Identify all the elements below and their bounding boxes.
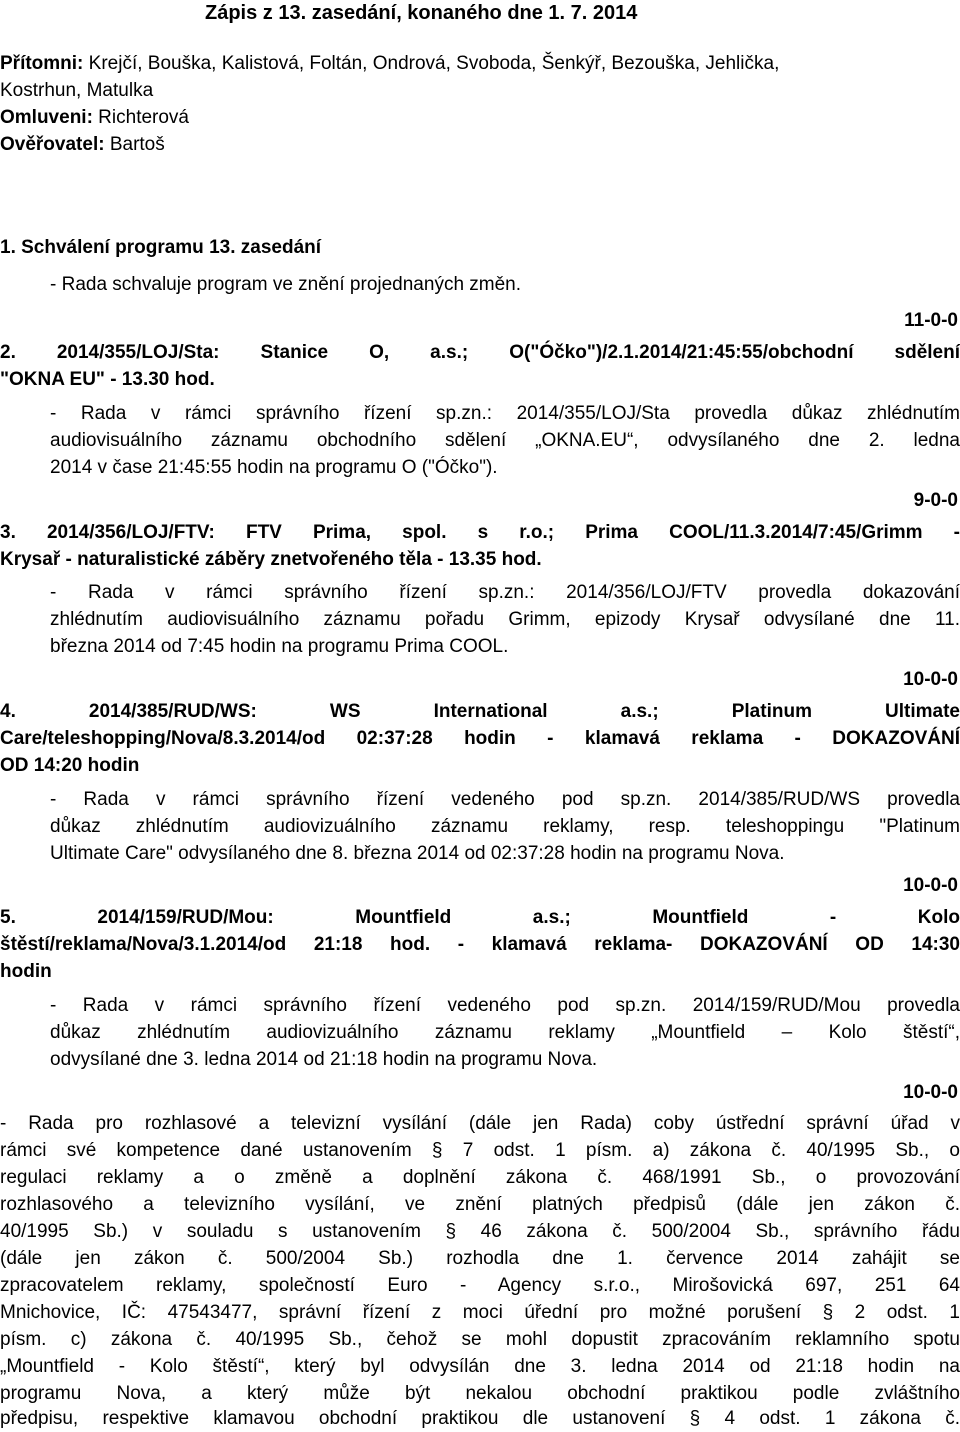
page-title: Zápis z 13. zasedání, konaného dne 1. 7. 2014 (205, 2, 638, 24)
item-2-body-2: audiovisuálního záznamu obchodního sdělení „OKNA.EU“, odvysílaného dne 2. ledna (50, 430, 960, 451)
present-names: Krejčí, Bouška, Kalistová, Foltán, Ondrová, Svoboda, Šenkýř, Bezouška, Jehlička, (83, 53, 780, 74)
item-1-body: - Rada schvaluje program ve znění projednaných změn. (50, 274, 522, 295)
item-5-body-2: důkaz zhlédnutím audiovizuálního záznamu reklamy „Mountfield – Kolo štěstí“, (50, 1022, 960, 1043)
item-2-body-1: - Rada v rámci správního řízení sp.zn.: 2014/355/LOJ/Sta provedla důkaz zhlédnutím (50, 403, 960, 424)
item-2-vote: 9-0-0 (913, 490, 958, 511)
item-1-heading: 1. Schválení programu 13. zasedání (0, 237, 322, 258)
item-3-vote: 10-0-0 (903, 669, 958, 690)
item-4-body-3: Ultimate Care" odvysílaného dne 8. března 2014 od 02:37:28 hodin na programu Nova. (50, 843, 785, 864)
item-4-body-1: - Rada v rámci správního řízení vedeného pod sp.zn. 2014/385/RUD/WS provedla (50, 789, 960, 810)
item-2-heading-cont: "OKNA EU" - 13.30 hod. (0, 369, 215, 390)
present-line (0, 50, 779, 77)
item-3-body-3: března 2014 od 7:45 hodin na programu Prima COOL. (50, 636, 509, 657)
item-5-body-1: - Rada v rámci správního řízení vedeného pod sp.zn. 2014/159/RUD/Mou provedla (50, 995, 960, 1016)
item-3-heading-cont: Krysař - naturalistické záběry znetvořeného těla - 13.35 hod. (0, 549, 542, 570)
item-5-heading-cont: štěstí/reklama/Nova/3.1.2014/od 21:18 hod. - klamavá reklama- DOKAZOVÁNÍ OD 14:30 (0, 934, 960, 955)
final-paragraph-line-5: 40/1995 Sb.) v souladu s ustanovením § 46 zákona č. 500/2004 Sb., správního řádu (0, 1221, 960, 1242)
final-paragraph-line-2: rámci své kompetence dané ustanovením § 7 odst. 1 písm. a) zákona č. 40/1995 Sb., o (0, 1140, 960, 1161)
verifier-label: Ověřovatel: (0, 134, 105, 155)
item-2-heading: 2. 2014/355/LOJ/Sta: Stanice O, a.s.; O("Óčko")/2.1.2014/21:45:55/obchodní sdělení (0, 342, 960, 363)
final-paragraph-line-8: Mnichovice, IČ: 47543477, správní řízení z moci úřední pro možné porušení § 2 odst. 1 (0, 1302, 960, 1323)
item-2-body-3: 2014 v čase 21:45:55 hodin na programu O ("Óčko"). (50, 457, 498, 478)
item-4-heading-cont: Care/teleshopping/Nova/8.3.2014/od 02:37:28 hodin - klamavá reklama - DOKAZOVÁNÍ (0, 728, 960, 749)
item-1-vote: 11-0-0 (904, 310, 958, 331)
final-paragraph-line-10: „Mountfield - Kolo štěstí“, který byl odvysílán dne 3. ledna 2014 od 21:18 hodin na (0, 1356, 960, 1377)
item-5-heading-end: hodin (0, 961, 52, 982)
item-4-heading-end: OD 14:20 hodin (0, 755, 140, 776)
present-label: Přítomni: (0, 53, 84, 74)
final-paragraph-line-11: programu Nova, a který může být nekalou obchodní praktikou podle zvláštního (0, 1383, 960, 1404)
item-3-heading: 3. 2014/356/LOJ/FTV: FTV Prima, spol. s r.o.; Prima COOL/11.3.2014/7:45/Grimm - (0, 522, 960, 543)
final-paragraph-line-4: rozhlasového a televizního vysílání, ve znění platných předpisů (dále jen zákon č. (0, 1194, 960, 1215)
verifier-name: Bartoš (104, 134, 165, 155)
item-4-heading: 4. 2014/385/RUD/WS: WS International a.s.; Platinum Ultimate (0, 701, 960, 722)
item-4-vote: 10-0-0 (903, 875, 958, 896)
present-names-cont: Kostrhun, Matulka (0, 80, 154, 101)
item-5-vote: 10-0-0 (903, 1082, 958, 1103)
item-5-heading: 5. 2014/159/RUD/Mou: Mountfield a.s.; Mountfield - Kolo (0, 907, 960, 928)
item-5-body-3: odvysílané dne 3. ledna 2014 od 21:18 hodin na programu Nova. (50, 1049, 598, 1070)
final-paragraph-line-9: písm. c) zákona č. 40/1995 Sb., čehož se mohl dopustit zpracováním reklamního spotu (0, 1329, 960, 1350)
excused-line (0, 104, 189, 131)
final-paragraph-line-3: regulaci reklamy a o změně a doplnění zákona č. 468/1991 Sb., o provozování (0, 1167, 960, 1188)
final-paragraph-line-12: předpisu, respektive klamavou obchodní praktikou dle ustanovení § 4 odst. 1 zákona č. (0, 1408, 960, 1429)
item-4-body-2: důkaz zhlédnutím audiovizuálního záznamu reklamy, resp. teleshoppingu "Platinum (50, 816, 960, 837)
verifier-line (0, 131, 165, 158)
excused-label: Omluveni: (0, 107, 93, 128)
final-paragraph-line-6: (dále jen zákon č. 500/2004 Sb.) rozhodla dne 1. července 2014 zahájit se (0, 1248, 960, 1269)
excused-names: Richterová (92, 107, 190, 128)
final-paragraph-line-1: - Rada pro rozhlasové a televizní vysílání (dále jen Rada) coby ústřední správní úřad v (0, 1113, 960, 1134)
item-3-body-1: - Rada v rámci správního řízení sp.zn.: 2014/356/LOJ/FTV provedla dokazování (50, 582, 960, 603)
item-3-body-2: zhlédnutím audiovisuálního záznamu pořadu Grimm, epizody Krysař odvysílané dne 11. (50, 609, 960, 630)
final-paragraph-line-7: zpracovatelem reklamy, společností Euro - Agency s.r.o., Mirošovická 697, 251 64 (0, 1275, 960, 1296)
